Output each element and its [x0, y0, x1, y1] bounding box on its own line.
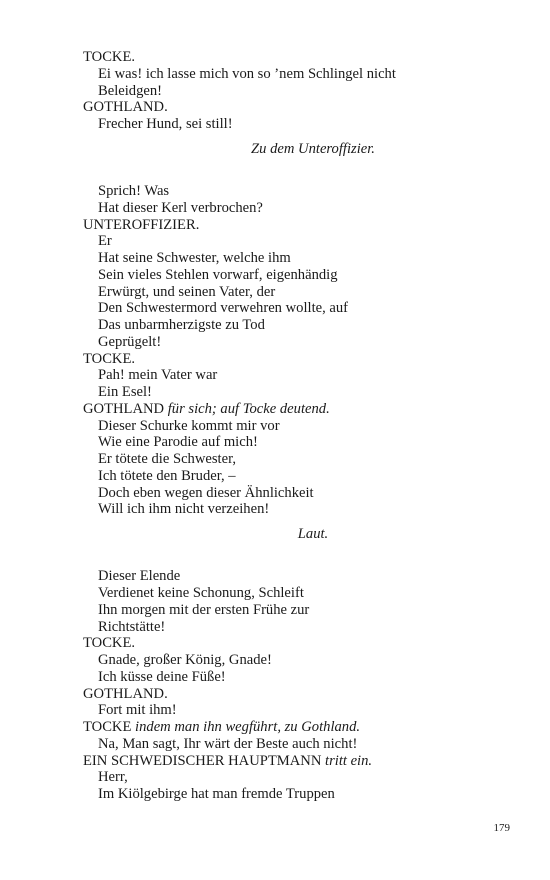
- verse-line: Na, Man sagt, Ihr wärt der Beste auch nicht!: [98, 735, 358, 752]
- stage-direction: Laut.: [297, 526, 329, 542]
- verse-line: Ich küsse deine Füße!: [98, 668, 226, 685]
- verse-line: Ei was! ich lasse mich von so ’nem Schlingel nicht: [98, 65, 396, 82]
- stage-direction: Zu dem Unteroffizier.: [251, 140, 375, 157]
- speaker-line: [83, 719, 513, 736]
- stage-direction-inline: für sich; auf Tocke deutend.: [167, 400, 330, 417]
- verse-line: Ihn morgen mit der ersten Frühe zur: [98, 601, 310, 618]
- speaker-line: [83, 99, 513, 116]
- verse-line: Er: [98, 233, 112, 250]
- verse-line: Dieser Schurke kommt mir vor: [98, 417, 280, 434]
- verse-line: Wie eine Parodie auf mich!: [98, 434, 258, 451]
- verse-line: Verdienet keine Schonung, Schleift: [98, 585, 304, 601]
- verse-line: Pah! mein Vater war: [98, 367, 218, 384]
- speaker-name: UNTEROFFIZIER.: [83, 216, 200, 233]
- verse-line: Im Kiölgebirge hat man fremde Truppen: [98, 786, 335, 802]
- verse-line: Herr,: [98, 769, 128, 786]
- speaker-name: TOCKE.: [83, 350, 136, 367]
- verse-line: Geprügelt!: [98, 333, 162, 350]
- verse-line: Gnade, großer König, Gnade!: [98, 652, 272, 668]
- verse-line: Sprich! Was: [98, 183, 170, 199]
- speaker-name: EIN SCHWEDISCHER HAUPTMANN: [83, 752, 322, 769]
- verse-line: Sein vieles Stehlen vorwarf, eigenhändig: [98, 266, 338, 283]
- verse-line: Fort mit ihm!: [98, 702, 177, 719]
- verse-line: Beleidgen!: [98, 82, 163, 99]
- speaker-line: [83, 49, 513, 66]
- speaker-name: GOTHLAND: [83, 400, 165, 417]
- verse-line: Frecher Hund, sei still!: [98, 116, 233, 132]
- speaker-line: [83, 401, 513, 418]
- verse-line: Das unbarmherzigste zu Tod: [98, 317, 265, 333]
- verse-line: Hat dieser Kerl verbrochen?: [98, 199, 263, 216]
- speaker-name: TOCKE: [83, 719, 132, 735]
- speaker-name: TOCKE.: [83, 49, 136, 65]
- play-text: [83, 49, 513, 803]
- speaker-line: [83, 686, 513, 703]
- verse-line: Dieser Elende: [98, 568, 181, 585]
- verse-line: Richtstätte!: [98, 618, 166, 635]
- speaker-line: [83, 635, 513, 652]
- speaker-name: GOTHLAND.: [83, 685, 168, 702]
- speaker-line: [83, 753, 513, 770]
- stage-direction-inline: tritt ein.: [325, 752, 373, 769]
- verse-line: Will ich ihm nicht verzeihen!: [98, 501, 270, 518]
- speaker-name: GOTHLAND.: [83, 99, 168, 116]
- speaker-line: [83, 217, 513, 234]
- verse-line: Ein Esel!: [98, 384, 152, 400]
- verse-line: Erwürgt, und seinen Vater, der: [98, 283, 276, 300]
- verse-line: Doch eben wegen dieser Ähnlichkeit: [98, 484, 314, 501]
- verse-line: Er tötete die Schwester,: [98, 451, 237, 467]
- speaker-line: [83, 351, 513, 368]
- verse-line: Den Schwestermord verwehren wollte, auf: [98, 300, 349, 317]
- page-number: 179: [493, 822, 510, 834]
- stage-direction-inline: indem man ihn wegführt, zu Gothland.: [135, 719, 361, 735]
- verse-line: Ich tötete den Bruder, –: [98, 467, 236, 484]
- line-gap: [83, 166, 513, 183]
- speaker-name: TOCKE.: [83, 635, 136, 652]
- verse-line: Hat seine Schwester, welche ihm: [98, 250, 291, 266]
- line-gap: [83, 552, 513, 569]
